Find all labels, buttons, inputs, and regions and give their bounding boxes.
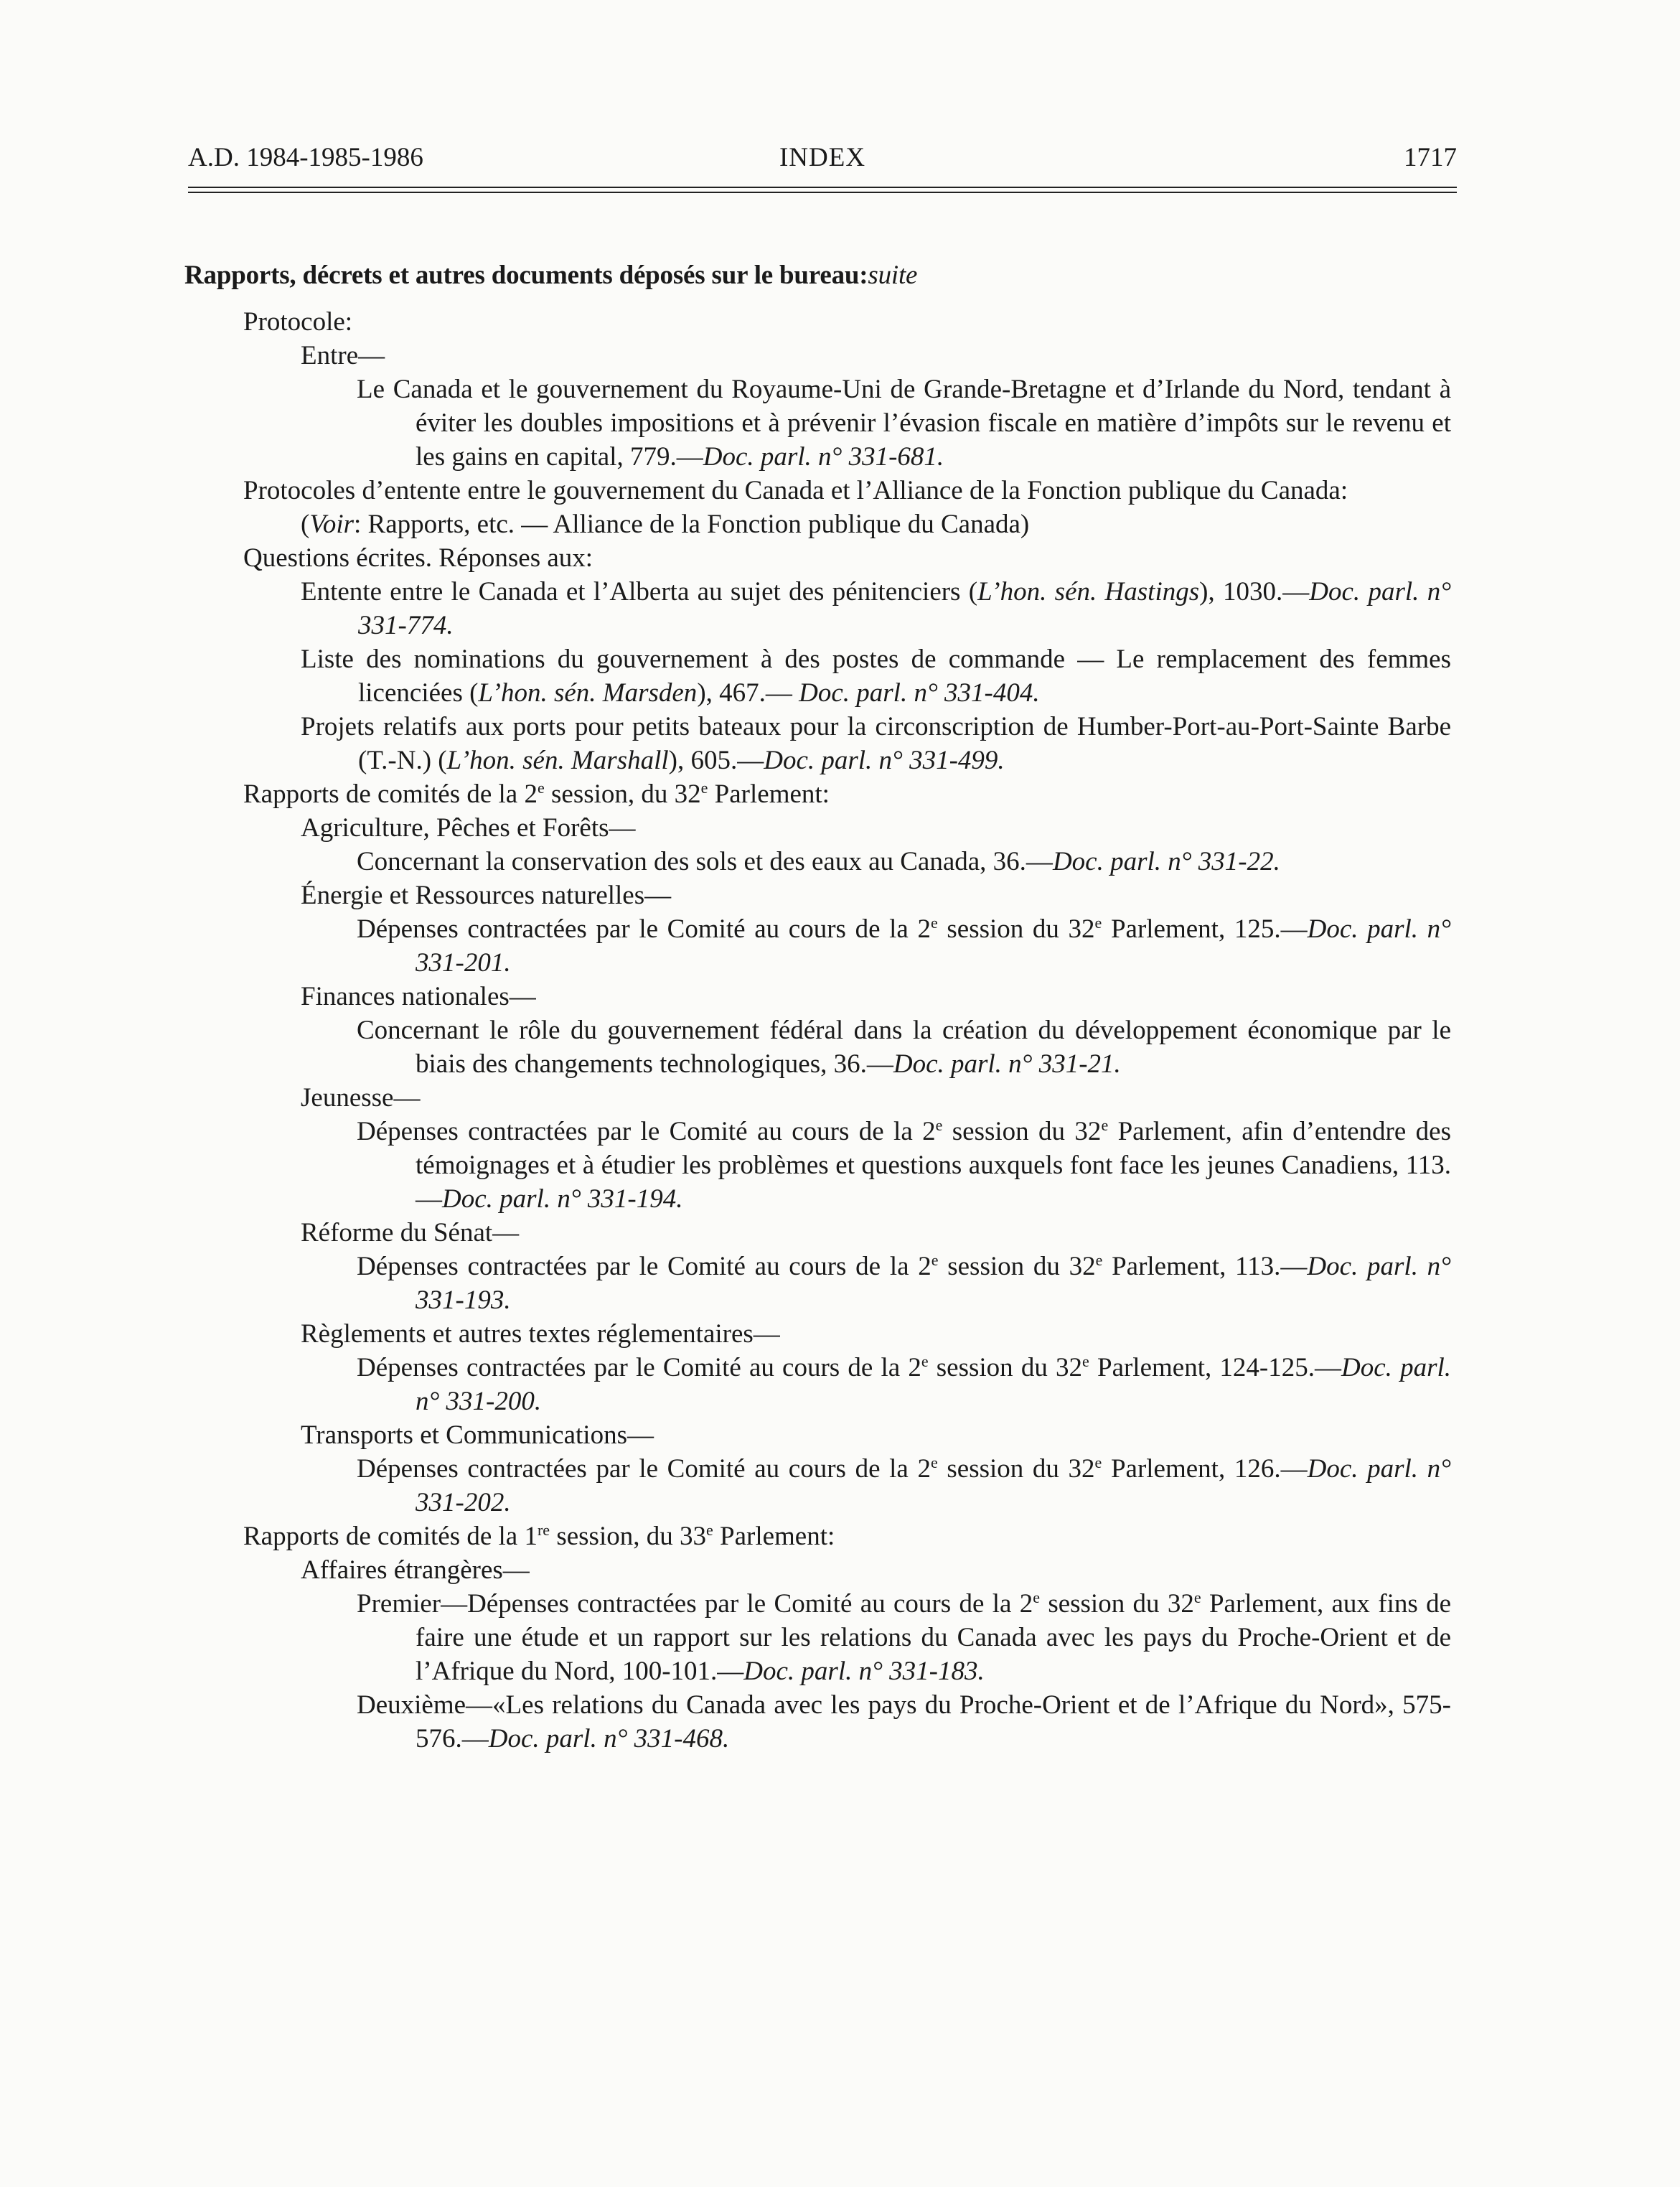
doc-reference: Doc. parl. n° 331-774. (358, 577, 1452, 640)
entry-text: session, du 33 (550, 1522, 706, 1551)
superscript: e (921, 1352, 929, 1370)
entry-text: Parlement, 113.— (1102, 1252, 1308, 1281)
entry-energie (184, 879, 1451, 912)
header-rule-bottom (188, 192, 1457, 193)
entry-text: Rapports de comités de la 2 (243, 779, 538, 809)
doc-reference: Doc. parl. n° 331-201. (416, 914, 1451, 978)
entry-reglements (184, 1317, 1451, 1351)
committee-name: Règlements et autres textes réglementaires— (301, 1319, 780, 1349)
entry-text: Protocoles d’entente entre le gouvernement du Canada et l’Alliance de la Fonction publique du Canada: (243, 476, 1348, 505)
doc-reference: Doc. parl. n° 331-468. (488, 1724, 730, 1753)
entry-questions (184, 541, 1451, 575)
entry-rapports-33 (184, 1519, 1451, 1553)
entry-text: Liste des nominations du gouvernement à des postes de commande — Le remplacement des femmes licenciées ( (301, 645, 1451, 708)
entry-premier-item (184, 1587, 1451, 1688)
entry-text: Parlement, 124-125.— (1089, 1353, 1341, 1382)
entry-text: Le Canada et le gouvernement du Royaume-Uni de Grande-Bretagne et d’Irlande du Nord, tendant à éviter les doubles impositions et à prévenir l’évasion fiscale en matière d’impôts sur le revenu et les gains en capital, 779.— (357, 375, 1451, 472)
entry-text: session, du 32 (544, 779, 701, 809)
entry-text: session du 32 (942, 1117, 1102, 1146)
entry-text: Parlement, aux fins de faire une étude et un rapport sur les relations du Canada avec les pays du Proche-Orient et de l’Afrique du Nord, 100-101.— (416, 1589, 1451, 1686)
doc-reference: Doc. parl. n° 331-22. (1052, 847, 1280, 876)
superscript: e (1101, 1116, 1109, 1134)
doc-reference: Doc. parl. n° 331-193. (416, 1252, 1451, 1315)
superscript: e (930, 1453, 938, 1471)
entry-text: session du 32 (928, 1353, 1083, 1382)
superscript: e (705, 1521, 713, 1539)
superscript: e (700, 779, 708, 797)
entry-senat-item (184, 1250, 1451, 1317)
doc-reference: Doc. parl. n° 331-404. (799, 678, 1040, 708)
entry-transports-item (184, 1452, 1451, 1519)
entry-text: Concernant la conservation des sols et des eaux au Canada, 36.— (357, 847, 1053, 876)
entry-text: Entente entre le Canada et l’Alberta au sujet des pénitenciers ( (301, 577, 978, 607)
superscript: e (930, 914, 938, 932)
entry-question-1 (184, 575, 1451, 642)
doc-reference: Doc. parl. n° 331-681. (703, 442, 944, 472)
header-title: INDEX (779, 143, 866, 172)
superscript: e (1094, 1453, 1102, 1471)
section-heading (184, 258, 1451, 292)
entry-finances-item (184, 1013, 1451, 1081)
entry-text: session du 32 (1040, 1589, 1194, 1619)
entry-text: session du 32 (937, 1454, 1095, 1484)
doc-reference: Doc. parl. n° 331-200. (416, 1353, 1451, 1416)
superscript: e (1094, 914, 1102, 932)
senator-name: L’hon. sén. Marsden (478, 678, 698, 708)
entry-jeunesse-item (184, 1115, 1451, 1216)
entry-energie-item (184, 912, 1451, 980)
entry-text: Dépenses contractées par le Comité au cours de la 2 (357, 1252, 931, 1281)
entry-canada-uk (184, 373, 1451, 474)
committee-name: Transports et Communications— (301, 1420, 654, 1450)
committee-name: Affaires étrangères— (301, 1555, 530, 1585)
entry-text: Dépenses contractées par le Comité au cours de la 2 (357, 914, 931, 944)
entry-question-3 (184, 710, 1451, 777)
entry-text: Parlement: (713, 1522, 835, 1551)
entry-reglements-item (184, 1351, 1451, 1418)
doc-reference: Doc. parl. n° 331-202. (416, 1454, 1451, 1517)
committee-name: Énergie et Ressources naturelles— (301, 881, 672, 910)
header-rule-top (188, 187, 1457, 188)
entry-text: Premier—Dépenses contractées par le Comité au cours de la 2 (357, 1589, 1033, 1619)
voir-open: ( (301, 510, 310, 539)
doc-reference: Doc. parl. n° 331-499. (764, 746, 1005, 775)
running-head (188, 141, 1457, 175)
entry-jeunesse (184, 1081, 1451, 1115)
entry-text: ), 1030.— (1199, 577, 1310, 607)
header-years: A.D. 1984-1985-1986 (188, 143, 423, 172)
superscript: e (1082, 1352, 1089, 1370)
entry-text: Dépenses contractées par le Comité au cours de la 2 (357, 1454, 931, 1484)
entry-agriculture (184, 811, 1451, 845)
entry-text: Concernant le rôle du gouvernement fédéral dans la création du développement économique par le biais des changements technologiques, 36.— (357, 1016, 1451, 1079)
entry-finances (184, 980, 1451, 1013)
section-heading-text: Rapports, décrets et autres documents déposés sur le bureau: (184, 261, 868, 290)
entry-label: Protocole: (243, 307, 353, 337)
entry-entre (184, 339, 1451, 373)
entry-text: Dépenses contractées par le Comité au cours de la 2 (357, 1353, 921, 1382)
entry-protocoles-entente (184, 474, 1451, 507)
entry-text: Parlement, 125.— (1102, 914, 1308, 944)
entry-text: Parlement, afin d’entendre des témoignages et à étudier les problèmes et questions auxquels font face les jeunes Canadiens, 113.— (416, 1117, 1451, 1214)
entry-text: session du 32 (937, 914, 1095, 944)
doc-reference: Doc. parl. n° 331-21. (893, 1049, 1121, 1079)
superscript: re (537, 1521, 550, 1539)
entry-deuxieme-item (184, 1688, 1451, 1756)
committee-name: Finances nationales— (301, 982, 536, 1011)
entry-voir (184, 507, 1451, 541)
section-heading-suffix: suite (868, 261, 918, 290)
entry-affaires (184, 1553, 1451, 1587)
entry-label: Questions écrites. Réponses aux: (243, 543, 593, 573)
superscript: e (1095, 1251, 1103, 1269)
entry-question-2 (184, 642, 1451, 710)
entry-text: Parlement, 126.— (1102, 1454, 1308, 1484)
superscript: e (931, 1251, 939, 1269)
entry-text: Deuxième—«Les relations du Canada avec les pays du Proche-Orient et de l’Afrique du Nord», 575-576.— (357, 1690, 1451, 1753)
senator-name: L’hon. sén. Hastings (977, 577, 1200, 607)
voir-word: Voir (309, 510, 355, 539)
senator-name: L’hon. sén. Marshall (446, 746, 669, 775)
doc-reference: Doc. parl. n° 331-183. (743, 1657, 985, 1686)
entry-text: session du 32 (938, 1252, 1096, 1281)
entry-senat (184, 1216, 1451, 1250)
committee-name: Réforme du Sénat— (301, 1218, 520, 1247)
entry-text: ), 605.— (668, 746, 764, 775)
entry-text: ), 467.— (697, 678, 799, 708)
voir-rest: : Rapports, etc. — Alliance de la Fonction publique du Canada) (354, 510, 1030, 539)
page-number: 1717 (1404, 143, 1457, 172)
entry-rapports-32 (184, 777, 1451, 811)
index-body (184, 258, 1451, 1756)
entry-text: Dépenses contractées par le Comité au cours de la 2 (357, 1117, 936, 1146)
committee-name: Agriculture, Pêches et Forêts— (301, 813, 636, 843)
doc-reference: Doc. parl. n° 331-194. (442, 1184, 683, 1214)
entry-protocole (184, 305, 1451, 339)
superscript: e (1033, 1588, 1040, 1606)
entry-label: Entre— (301, 341, 385, 370)
entry-text: Parlement: (708, 779, 830, 809)
entry-text: Projets relatifs aux ports pour petits bateaux pour la circonscription de Humber-Port-au-Port-Sainte Barbe (T.-N.) ( (301, 712, 1451, 775)
entry-agriculture-item (184, 845, 1451, 879)
superscript: e (537, 779, 545, 797)
superscript: e (1193, 1588, 1201, 1606)
entry-transports (184, 1418, 1451, 1452)
committee-name: Jeunesse— (301, 1083, 421, 1113)
superscript: e (935, 1116, 943, 1134)
entry-text: Rapports de comités de la 1 (243, 1522, 538, 1551)
